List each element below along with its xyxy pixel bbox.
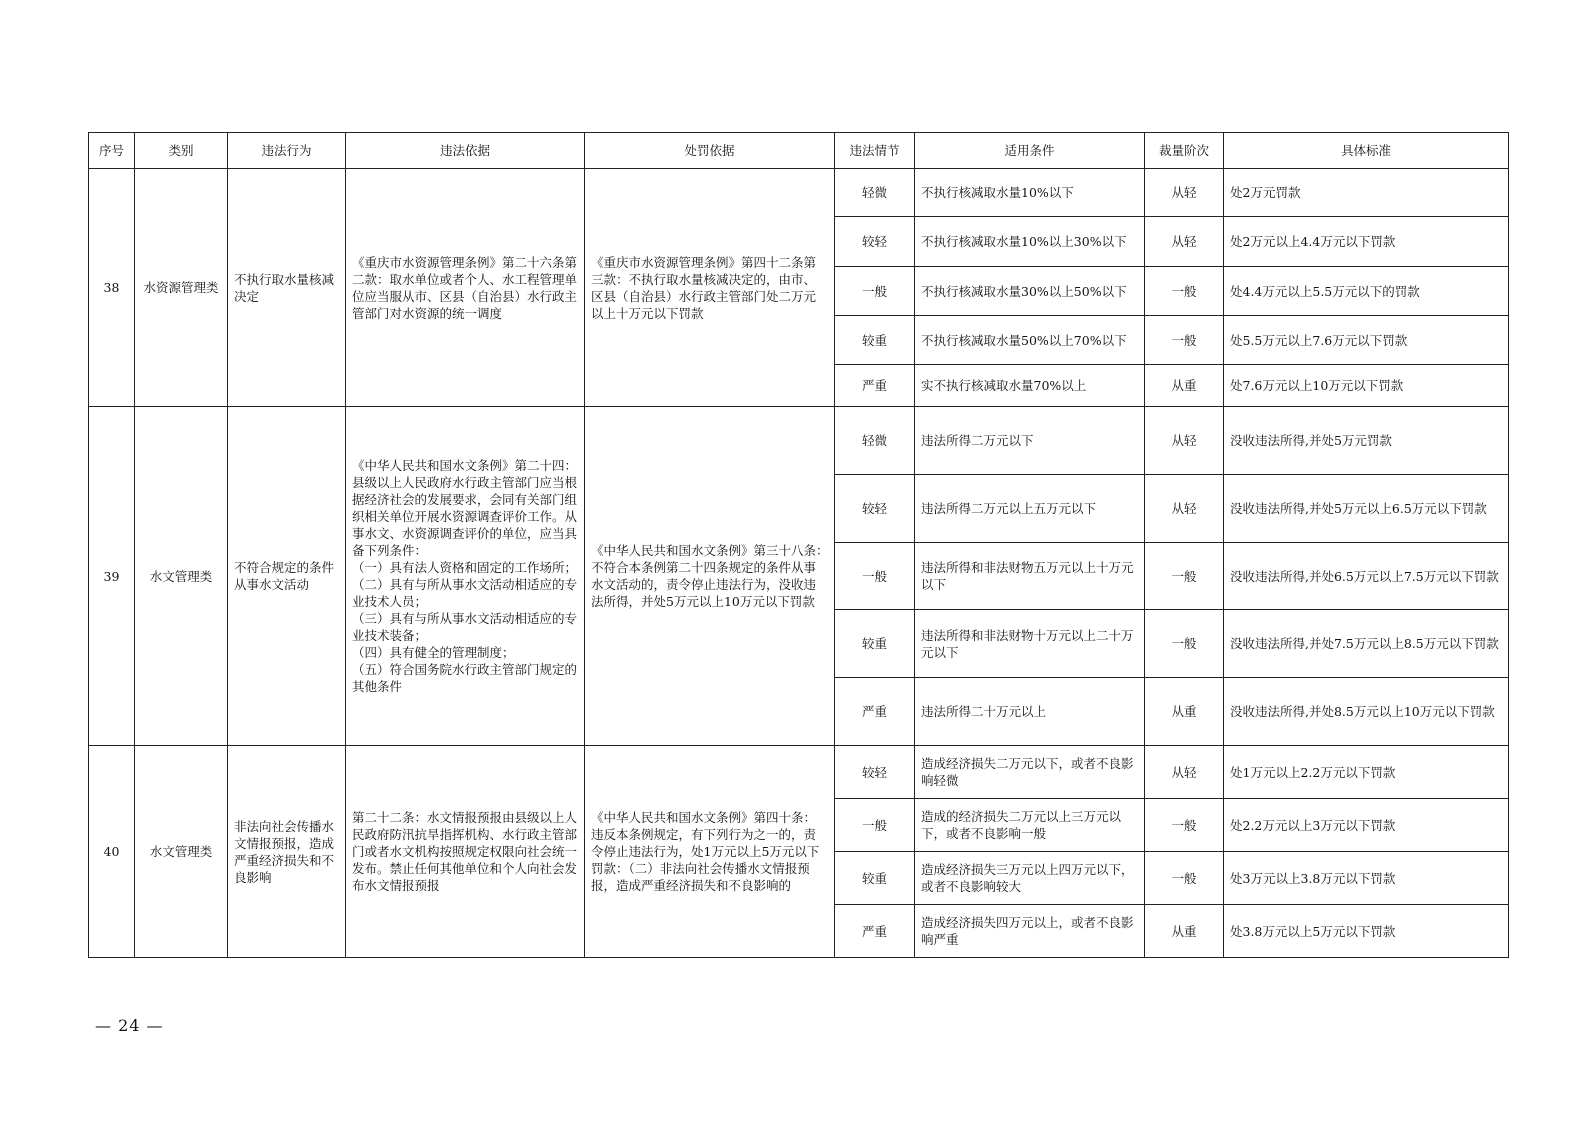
standard-cell: 处2.2万元以上3万元以下罚款: [1224, 799, 1509, 852]
condition-cell: 不执行核减取水量10%以上30%以下: [915, 217, 1145, 267]
header-condition: 适用条件: [915, 133, 1145, 169]
circumstance-cell: 一般: [835, 267, 915, 316]
standard-cell: 处3.8万元以上5万元以下罚款: [1224, 905, 1509, 958]
standard-cell: 处4.4万元以上5.5万元以下的罚款: [1224, 267, 1509, 316]
behavior-cell: 不符合规定的条件从事水文活动: [228, 407, 346, 746]
condition-cell: 违法所得和非法财物十万元以上二十万元以下: [915, 610, 1145, 678]
circumstance-cell: 较重: [835, 852, 915, 905]
level-cell: 一般: [1145, 267, 1224, 316]
circumstance-cell: 轻微: [835, 169, 915, 217]
behavior-cell: 非法向社会传播水文情报预报，造成严重经济损失和不良影响: [228, 746, 346, 958]
circumstance-cell: 严重: [835, 678, 915, 746]
category-cell: 水文管理类: [135, 407, 228, 746]
header-penalty-basis: 处罚依据: [585, 133, 835, 169]
page-number: — 24 —: [95, 1016, 164, 1035]
level-cell: 一般: [1145, 610, 1224, 678]
table-row: [89, 407, 1509, 475]
condition-cell: 造成经济损失四万元以上，或者不良影响严重: [915, 905, 1145, 958]
level-cell: 从轻: [1145, 407, 1224, 475]
circumstance-cell: 较重: [835, 610, 915, 678]
condition-cell: 不执行核减取水量30%以上50%以下: [915, 267, 1145, 316]
level-cell: 从轻: [1145, 475, 1224, 543]
level-cell: 从重: [1145, 365, 1224, 407]
condition-cell: 不执行核减取水量10%以下: [915, 169, 1145, 217]
standard-cell: 处3万元以上3.8万元以下罚款: [1224, 852, 1509, 905]
level-cell: 从轻: [1145, 217, 1224, 267]
basis-cell: 《中华人民共和国水文条例》第二十四：县级以上人民政府水行政主管部门应当根据经济社会的发展要求，会同有关部门组织相关单位开展水资源调查评价工作。从事水文、水资源调查评价的单位，应当具备下列条件： （一）具有法人资格和固定的工作场所； （二）具有与所从事水文活动相适应的专业技术人员； （三）具有与所从事水文活动相适应的专业技术装备； （四）具有健全的管理制度； （五）符合国务院水行政主管部门规定的其他条件: [346, 407, 585, 746]
header-level: 裁量阶次: [1145, 133, 1224, 169]
level-cell: 一般: [1145, 316, 1224, 365]
condition-cell: 违法所得二万元以下: [915, 407, 1145, 475]
header-basis: 违法依据: [346, 133, 585, 169]
circumstance-cell: 轻微: [835, 407, 915, 475]
category-cell: 水资源管理类: [135, 169, 228, 407]
standard-cell: 没收违法所得,并处7.5万元以上8.5万元以下罚款: [1224, 610, 1509, 678]
table-row: [89, 746, 1509, 799]
standard-cell: 处5.5万元以上7.6万元以下罚款: [1224, 316, 1509, 365]
basis-cell: 第二十二条：水文情报预报由县级以上人民政府防汛抗旱指挥机构、水行政主管部门或者水文机构按照规定权限向社会统一发布。禁止任何其他单位和个人向社会发布水文情报预报: [346, 746, 585, 958]
circumstance-cell: 严重: [835, 365, 915, 407]
condition-cell: 违法所得二万元以上五万元以下: [915, 475, 1145, 543]
header-seq: 序号: [89, 133, 135, 169]
condition-cell: 不执行核减取水量50%以上70%以下: [915, 316, 1145, 365]
standard-cell: 处7.6万元以上10万元以下罚款: [1224, 365, 1509, 407]
seq-cell: 40: [89, 746, 135, 958]
header-behavior: 违法行为: [228, 133, 346, 169]
condition-cell: 造成的经济损失二万元以上三万元以下，或者不良影响一般: [915, 799, 1145, 852]
header-circumstance: 违法情节: [835, 133, 915, 169]
circumstance-cell: 较轻: [835, 475, 915, 543]
standard-cell: 没收违法所得,并处8.5万元以上10万元以下罚款: [1224, 678, 1509, 746]
standard-cell: 没收违法所得,并处6.5万元以上7.5万元以下罚款: [1224, 543, 1509, 610]
condition-cell: 造成经济损失二万元以下，或者不良影响轻微: [915, 746, 1145, 799]
condition-cell: 违法所得和非法财物五万元以上十万元以下: [915, 543, 1145, 610]
circumstance-cell: 较重: [835, 316, 915, 365]
level-cell: 从重: [1145, 905, 1224, 958]
circumstance-cell: 一般: [835, 543, 915, 610]
standard-cell: 处2万元罚款: [1224, 169, 1509, 217]
circumstance-cell: 较轻: [835, 217, 915, 267]
seq-cell: 39: [89, 407, 135, 746]
penalty-basis-cell: 《重庆市水资源管理条例》第四十二条第三款：不执行取水量核减决定的，由市、区县（自治县）水行政主管部门处二万元以上十万元以下罚款: [585, 169, 835, 407]
penalty-standard-table: [88, 132, 1509, 958]
circumstance-cell: 较轻: [835, 746, 915, 799]
condition-cell: 违法所得二十万元以上: [915, 678, 1145, 746]
standard-cell: 处2万元以上4.4万元以下罚款: [1224, 217, 1509, 267]
table-row: [89, 169, 1509, 217]
circumstance-cell: 一般: [835, 799, 915, 852]
level-cell: 从轻: [1145, 169, 1224, 217]
basis-cell: 《重庆市水资源管理条例》第二十六条第二款：取水单位或者个人、水工程管理单位应当服从市、区县（自治县）水行政主管部门对水资源的统一调度: [346, 169, 585, 407]
standard-cell: 没收违法所得,并处5万元罚款: [1224, 407, 1509, 475]
header-standard: 具体标准: [1224, 133, 1509, 169]
standard-cell: 没收违法所得,并处5万元以上6.5万元以下罚款: [1224, 475, 1509, 543]
table-header-row: [89, 133, 1509, 169]
penalty-basis-cell: 《中华人民共和国水文条例》第四十条：违反本条例规定，有下列行为之一的，责令停止违法行为，处1万元以上5万元以下罚款：（二）非法向社会传播水文情报预报，造成严重经济损失和不良影响的: [585, 746, 835, 958]
condition-cell: 实不执行核减取水量70%以上: [915, 365, 1145, 407]
category-cell: 水文管理类: [135, 746, 228, 958]
level-cell: 一般: [1145, 799, 1224, 852]
circumstance-cell: 严重: [835, 905, 915, 958]
condition-cell: 造成经济损失三万元以上四万元以下，或者不良影响较大: [915, 852, 1145, 905]
seq-cell: 38: [89, 169, 135, 407]
level-cell: 一般: [1145, 543, 1224, 610]
behavior-cell: 不执行取水量核减决定: [228, 169, 346, 407]
level-cell: 一般: [1145, 852, 1224, 905]
penalty-basis-cell: 《中华人民共和国水文条例》第三十八条： 不符合本条例第二十四条规定的条件从事水文活动的，责令停止违法行为，没收违法所得，并处5万元以上10万元以下罚款: [585, 407, 835, 746]
level-cell: 从轻: [1145, 746, 1224, 799]
level-cell: 从重: [1145, 678, 1224, 746]
standard-cell: 处1万元以上2.2万元以下罚款: [1224, 746, 1509, 799]
header-category: 类别: [135, 133, 228, 169]
